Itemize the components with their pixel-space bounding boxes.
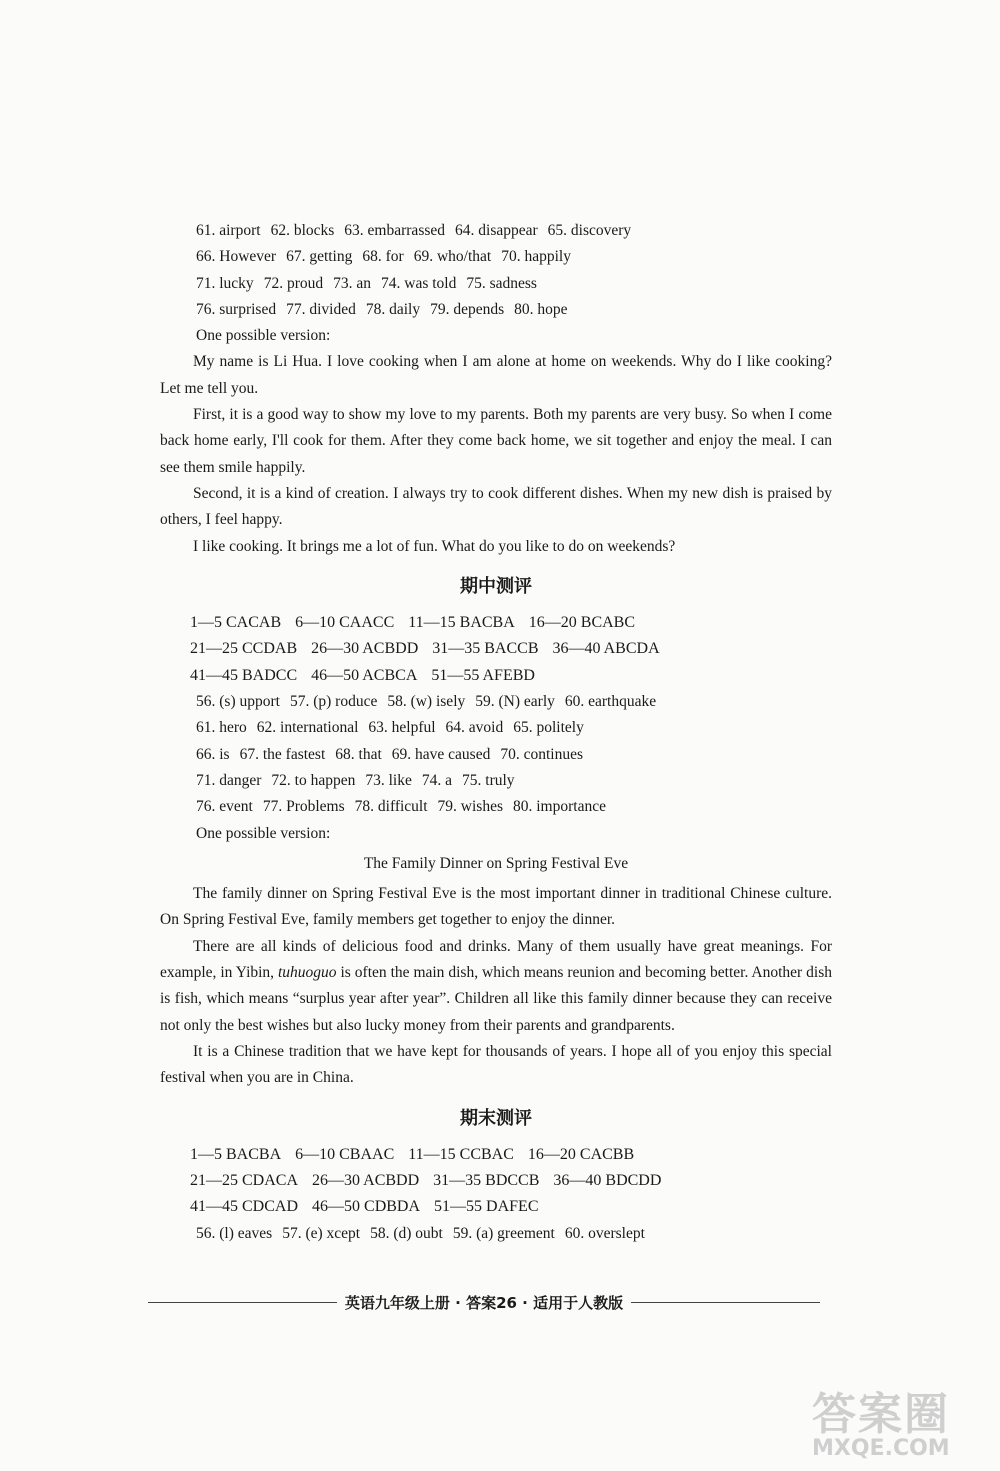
choice-row — [160, 610, 832, 636]
answer-row — [160, 244, 832, 270]
answer-item: 74. a — [421, 771, 453, 789]
version-label-2: One possible version: — [196, 824, 331, 842]
answer-item: 73. an — [333, 274, 371, 292]
answer-item: 62. blocks — [270, 222, 335, 239]
section1-essay — [160, 349, 832, 559]
answer-item: 59. (a) greement — [452, 1224, 555, 1242]
choice-row — [160, 1194, 832, 1220]
answer-item: 70. happily — [501, 248, 571, 266]
answer-row — [160, 1221, 832, 1247]
final-choice-answers — [160, 1142, 832, 1221]
choice-group: 36—40 BDCDD — [553, 1172, 662, 1190]
answer-item: 70. continues — [500, 745, 583, 763]
answer-item: 80. hope — [514, 300, 568, 318]
essay-paragraph: My name is Li Hua. I love cooking when I am alone at home on weekends. Why do I like cooking? Let me tell you. — [160, 353, 832, 397]
answer-item: 79. wishes — [437, 798, 503, 816]
answer-item: 67. the fastest — [239, 745, 326, 763]
answer-item: 61. airport — [196, 222, 261, 239]
answer-item: 63. embarrassed — [344, 222, 446, 239]
answer-item: 65. discovery — [547, 222, 632, 239]
footer-text: 英语九年级上册 · 答案26 · 适用于人教版 — [344, 1293, 624, 1312]
choice-group: 51—55 DAFEC — [434, 1198, 539, 1216]
choice-group: 31—35 BDCCB — [433, 1172, 540, 1190]
choice-group: 16—20 CACBB — [527, 1145, 635, 1163]
answer-item: 67. getting — [286, 248, 353, 266]
answer-item: 77. divided — [286, 300, 356, 318]
choice-group: 11—15 BACBA — [408, 614, 515, 632]
final-fill-answers — [160, 1221, 832, 1247]
watermark-logo — [812, 1378, 992, 1468]
answer-item: 68. for — [362, 248, 404, 266]
answer-item: 61. hero — [196, 719, 247, 737]
answer-item: 68. that — [335, 745, 382, 763]
answer-row — [160, 794, 832, 820]
essay-paragraph: It is a Chinese tradition that we have kept for thousands of years. I hope all of you enjoy this special festival when you are in China. — [160, 1042, 832, 1087]
answer-item: 75. sadness — [466, 274, 537, 292]
answer-item: 73. like — [365, 771, 412, 789]
midterm-choice-answers — [160, 610, 832, 689]
answer-item: 76. event — [196, 798, 253, 816]
answer-item: 56. (l) eaves — [196, 1224, 273, 1242]
choice-group: 21—25 CCDAB — [190, 640, 298, 658]
answer-item: 77. Problems — [262, 798, 345, 816]
choice-group: 16—20 BCABC — [528, 614, 636, 632]
choice-group: 26—30 ACBDD — [311, 640, 419, 658]
choice-group: 36—40 ABCDA — [552, 640, 660, 658]
answer-item: 71. lucky — [196, 274, 254, 292]
midterm-heading: 期中测评 — [460, 575, 532, 597]
footer-rule-left — [148, 1302, 337, 1303]
choice-row — [160, 663, 832, 689]
answer-row — [160, 689, 832, 715]
answer-item: 56. (s) upport — [196, 693, 280, 711]
essay-paragraph: First, it is a good way to show my love to my parents. Both my parents are very busy. So when I come back home early, I'll cook for them. After they come back home, we sit together and enjoy the meal. I can see them smile happily. — [160, 406, 832, 476]
choice-row — [160, 1168, 832, 1194]
answer-item: 66. However — [196, 248, 277, 266]
answer-item: 69. have caused — [391, 745, 491, 763]
section1-answers — [160, 218, 832, 323]
answer-item: 76. surprised — [196, 300, 277, 318]
answer-item: 72. proud — [263, 274, 324, 292]
essay-paragraph: There are all kinds of delicious food and drinks. Many of them usually have great meanings. For example, in Yibin, tuhuoguo is often the main dish, which means reunion and becoming better. Another dish is fish, which means “surplus year after year”. Children all like this family dinner because they can receive not only the best wishes but also lucky money from their parents and grandparents. — [160, 937, 832, 1034]
version-label-1: One possible version: — [196, 327, 331, 345]
choice-group: 1—5 CACAB — [190, 614, 282, 632]
choice-row — [160, 636, 832, 662]
essay-paragraph: Second, it is a kind of creation. I always try to cook different dishes. When my new dish is praised by others, I feel happy. — [160, 484, 832, 529]
essay-title: The Family Dinner on Spring Festival Eve — [363, 854, 629, 872]
answer-item: 78. daily — [365, 300, 421, 318]
choice-group: 26—30 ACBDD — [312, 1172, 420, 1190]
answer-item: 75. truly — [462, 771, 515, 789]
final-heading: 期末测评 — [460, 1107, 532, 1129]
answer-row — [160, 271, 832, 297]
answer-item: 60. overslept — [564, 1224, 645, 1242]
midterm-fill-answers — [160, 689, 832, 820]
choice-group: 46—50 ACBCA — [311, 666, 418, 684]
choice-group: 41—45 CDCAD — [190, 1198, 299, 1216]
choice-group: 6—10 CAACC — [295, 614, 395, 632]
answer-item: 72. to happen — [271, 771, 356, 789]
page-content — [160, 218, 832, 1247]
watermark-main: 答案圈 — [812, 1389, 950, 1440]
choice-group: 11—15 CCBAC — [408, 1145, 514, 1163]
choice-group: 21—25 CDACA — [190, 1172, 299, 1190]
watermark-sub: MXQE.COM — [812, 1436, 950, 1461]
choice-group: 1—5 BACBA — [190, 1145, 282, 1163]
choice-group: 31—35 BACCB — [432, 640, 539, 658]
answer-item: 58. (w) isely — [387, 693, 466, 711]
answer-row — [160, 742, 832, 768]
essay-paragraph: I like cooking. It brings me a lot of fun. What do you like to do on weekends? — [193, 537, 676, 555]
answer-item: 63. helpful — [368, 719, 436, 737]
choice-row — [160, 1142, 832, 1168]
answer-row — [160, 218, 832, 244]
essay-paragraph: The family dinner on Spring Festival Eve is the most important dinner in traditional Chinese culture. On Spring Festival Eve, family members get together to enjoy the dinner. — [160, 885, 832, 929]
answer-item: 78. difficult — [354, 798, 428, 816]
answer-item: 79. depends — [430, 300, 505, 318]
answer-item: 64. avoid — [445, 719, 504, 737]
page-footer — [148, 1288, 820, 1316]
choice-group: 41—45 BADCC — [190, 666, 298, 684]
choice-group: 46—50 CDBDA — [312, 1198, 421, 1216]
answer-item: 66. is — [196, 745, 230, 763]
answer-item: 69. who/that — [413, 248, 492, 266]
choice-group: 51—55 AFEBD — [431, 666, 535, 684]
answer-item: 58. (d) oubt — [370, 1224, 443, 1242]
answer-item: 65. politely — [513, 719, 584, 737]
answer-row — [160, 768, 832, 794]
answer-item: 57. (p) roduce — [289, 693, 378, 711]
answer-item: 74. was told — [381, 274, 457, 292]
answer-item: 71. danger — [196, 771, 262, 789]
choice-group: 6—10 CBAAC — [295, 1145, 395, 1163]
answer-item: 60. earthquake — [564, 693, 657, 711]
answer-row — [160, 297, 832, 323]
answer-item: 64. disappear — [455, 222, 538, 239]
answer-item: 62. international — [256, 719, 359, 737]
footer-rule-right — [631, 1302, 820, 1303]
answer-item: 59. (N) early — [475, 693, 555, 711]
answer-item: 57. (e) xcept — [282, 1224, 361, 1242]
answer-row — [160, 715, 832, 741]
answer-item: 80. importance — [513, 798, 606, 816]
